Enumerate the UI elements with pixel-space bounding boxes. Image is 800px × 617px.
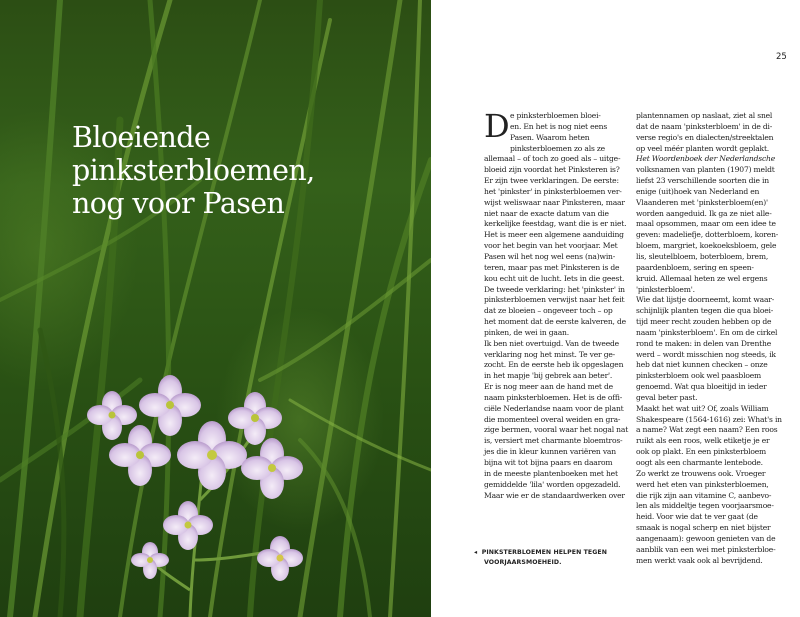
text-line: op veel méér planten wordt geplakt.: [636, 143, 770, 153]
text-line: jes die in kleur kunnen variëren van: [484, 447, 616, 457]
text-line: worden aangeduid. Ik ga ze niet alle-: [636, 208, 772, 218]
text-line: tijd meer recht zouden hebben op de: [636, 317, 772, 327]
text-line: kou echt uit de lucht. Iets in die geest.: [484, 273, 625, 283]
text-line: Er is nog meer aan de hand met de: [484, 382, 613, 392]
text-line: e pinksterbloemen bloei-: [510, 111, 601, 120]
text-line: enige (uit)hoek van Nederland en: [636, 186, 760, 196]
text-line: paardenbloem, sering en speen-: [636, 262, 754, 272]
text-line: a name? Wat zegt een naam? Een roos: [636, 425, 778, 435]
text-line: aangenaam): gewoon genieten van de: [636, 533, 776, 543]
caption-arrow-icon: ◂: [474, 549, 478, 556]
text-line: Zo werkt ze trouwens ook. Vroeger: [636, 468, 766, 478]
text-line: die rijk zijn aan vitamine C, aanbevo-: [636, 490, 772, 500]
text-line: zige bermen, vooral waar het nogal nat: [484, 425, 629, 435]
text-line: pinksterbloemen verwijst naar het feit: [484, 295, 625, 305]
text-column-2: [636, 111, 790, 566]
caption-text: VOORJAARSMOEHEID.: [484, 559, 562, 566]
text-line: len als middeltje tegen voorjaarsmoe-: [636, 501, 774, 511]
text-line: ook op plakt. En een pinksterbloem: [636, 447, 767, 457]
page-number: 25: [776, 52, 787, 62]
text-line: wijst weliswaar naar Pinksteren, maar: [484, 197, 625, 207]
text-line: rond te maken: in delen van Drenthe: [636, 338, 771, 348]
text-line: is, versiert met charmante bloemtros-: [484, 436, 623, 446]
headline-line: Bloeiende: [72, 121, 211, 155]
text-line: genoemd. Wat qua bloeitijd in ieder: [636, 382, 767, 392]
text-line: liefst 23 verschillende soorten die in: [636, 176, 769, 186]
drop-cap: D: [484, 107, 510, 145]
text-line: plantennamen op naslaat, ziet al snel: [636, 111, 773, 120]
text-line: heb dat niet kunnen checken – onze: [636, 360, 768, 370]
text-line: verse regio's en dialecten/streektalen: [636, 132, 774, 142]
text-line: geven: madeliefje, dotterbloem, koren-: [636, 230, 779, 240]
text-line: Pasen. Waarom heten: [510, 132, 590, 142]
text-line: in het mapje 'bij gebrek aan beter'.: [484, 371, 613, 381]
text-line: lis, sleutelbloem, boterbloem, brem,: [636, 251, 769, 261]
text-line: schijnlijk planten tegen die qua bloei-: [636, 306, 774, 316]
text-line: Er zijn twee verklaringen. De eerste:: [484, 176, 619, 186]
text-line: naam 'pinksterbloem'. En om de cirkel: [636, 327, 778, 337]
text-line: dat de naam 'pinksterbloem' in de di-: [636, 121, 773, 131]
text-line: bloeid zijn voordat het Pinksteren is?: [484, 165, 620, 175]
text-line: 'pinksterbloem'.: [636, 284, 695, 294]
text-line: volksnamen van planten (1907) meldt: [636, 165, 775, 175]
text-column-1: [484, 107, 631, 501]
text-line: Pasen wil het nog wel eens (na)win-: [484, 251, 616, 261]
text-line: teren, maar pas met Pinksteren is de: [484, 262, 620, 272]
text-line: ciële Nederlandse naam voor de plant: [484, 403, 624, 413]
photo-caption: [474, 548, 624, 568]
text-line: men werkt vaak ook al bevrijdend.: [636, 555, 763, 565]
text-line: werd – wordt misschien nog steeds, ik: [636, 349, 776, 359]
text-line: geval beter past.: [636, 392, 698, 402]
text-line: en. En het is nog niet eens: [510, 121, 608, 131]
text-line: allemaal – of toch zo goed als – uitge-: [484, 154, 621, 164]
text-line: oogt als een charmante lentebode.: [636, 458, 763, 467]
text-line: Shakespeare (1564-1616) zei: What's in: [636, 414, 782, 424]
text-line: Maar wie er de standaardwerken over: [484, 490, 625, 500]
text-line: aanblik van een wei met pinksterbloe-: [636, 544, 776, 554]
text-line: het moment dat de eerste kalveren, de: [484, 317, 626, 327]
headline-line: nog voor Pasen: [72, 187, 285, 221]
text-line: pinksterbloem ook wel paasbloem: [636, 371, 761, 381]
text-line: gemiddelde 'lila' worden opgezadeld.: [484, 479, 621, 489]
article-headline: [72, 121, 372, 220]
text-line: voor het begin van het voorjaar. Met: [484, 241, 618, 251]
text-line: kerkelijke feestdag, want die is er niet.: [484, 219, 627, 229]
text-line: verklaring nog het minst. Te ver ge-: [484, 349, 616, 359]
text-line: Maakt het wat uit? Of, zoals William: [636, 403, 769, 413]
caption-line: [474, 548, 624, 558]
text-line: kruid. Allemaal heten ze wel ergens: [636, 273, 768, 283]
text-line: dat ze bloeien – ongeveer toch – op: [484, 306, 613, 316]
text-line: Het is meer een algemene aanduiding: [484, 230, 624, 240]
caption-text: PINKSTERBLOEMEN HELPEN TEGEN: [481, 549, 608, 556]
text-line: pinken, de wei in gaan.: [484, 327, 569, 337]
text-line: bloem, margriet, koekoeksbloem, gele: [636, 241, 777, 251]
text-line: naam pinksterbloemen. Het is de offi-: [484, 392, 623, 402]
text-line: heid. Voor wie dat te ver gaat (de: [636, 512, 758, 522]
text-line: die momenteel overal weiden en gra-: [484, 414, 621, 424]
text-line: De tweede verklaring: het 'pinkster' in: [484, 284, 625, 294]
text-line: ruikt als een roos, welk etiketje je er: [636, 436, 770, 446]
text-line: Wie dat lijstje doorneemt, komt waar-: [636, 295, 775, 305]
text-line: Ik ben niet overtuigd. Van de tweede: [484, 338, 619, 348]
headline-line: pinksterbloemen,: [72, 154, 315, 188]
text-line: Het Woordenboek der Nederlandsche: [636, 154, 775, 164]
text-line: het 'pinkster' in pinksterbloemen ver-: [484, 186, 622, 196]
text-line: niet naar de exacte datum van die: [484, 208, 609, 218]
text-line: in de meeste plantenboeken met het: [484, 468, 618, 478]
text-line: smaak is nogal scherp en niet bijster: [636, 523, 771, 533]
text-line: werd het eten van pinksterbloemen,: [636, 479, 769, 489]
text-line: bijna wit tot bijna paars en daarom: [484, 458, 613, 467]
text-line: pinksterbloemen zo als ze: [510, 143, 605, 153]
text-line: maal opsommen, maar om een idee te: [636, 219, 776, 229]
caption-line: [474, 558, 624, 568]
text-line: zocht. En de eerste heb ik opgeslagen: [484, 360, 624, 370]
text-line: Vlaanderen met 'pinksterbloem(en)': [636, 197, 768, 207]
